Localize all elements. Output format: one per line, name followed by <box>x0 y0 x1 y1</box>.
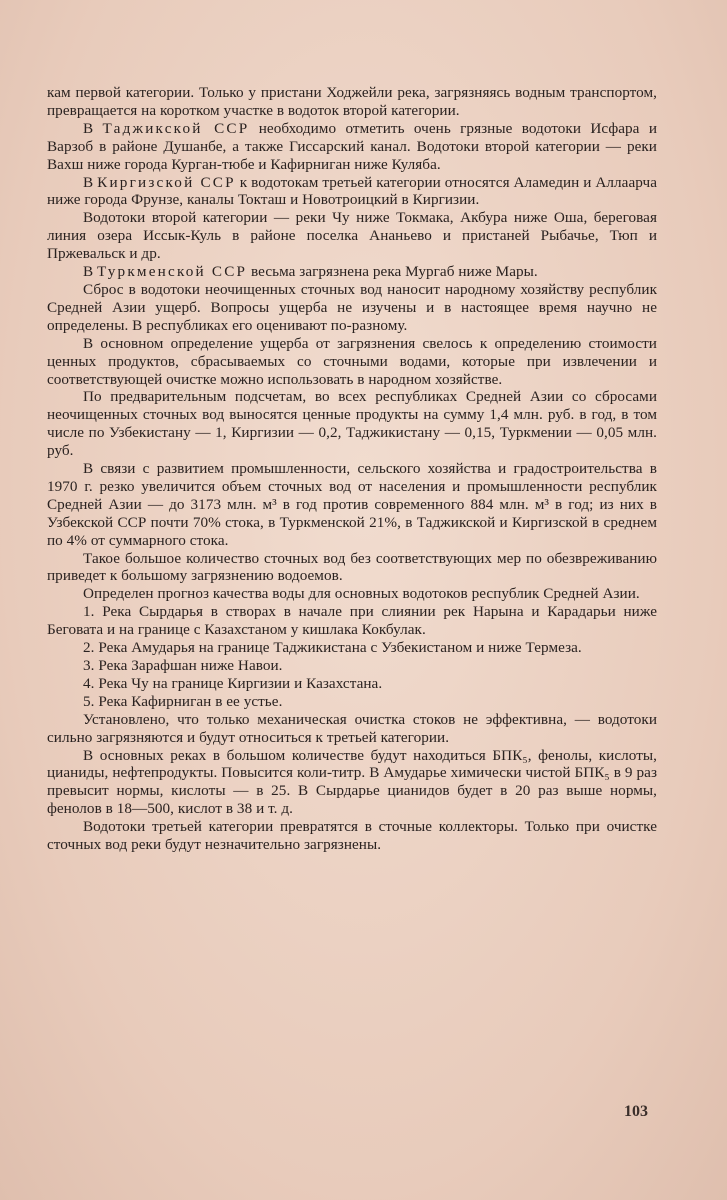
text-run: кам первой категории. Только у пристани Ходжейли река, загрязняясь водным транспортом, превращается на коротком участке в водоток второй категории. <box>47 84 657 119</box>
text-run: к водотокам третьей категории относятся Аламедин и Аллаарча ниже города Фрунзе, каналы Токташ и Новотроицкий в Киргизии. <box>47 173 658 209</box>
text-run: 3. Река Зарафшан ниже Навои. <box>83 657 283 674</box>
body-text <box>47 84 657 854</box>
text-run: Установлено, что только механическая очистка стоков не эффективна, — водотоки сильно загрязняются и будут относиться к третьей категории. <box>47 710 657 746</box>
text-run: В основном определение ущерба от загрязнения свелось к определению стоимости ценных продуктов, сбрасываемых со сточными водами, которые при извлечении и соответствующей очистке можно использовать в народном хозяйстве. <box>47 334 657 388</box>
text-run: 2. Река Амударья на границе Таджикистана с Узбекистаном и ниже Термеза. <box>83 639 582 657</box>
paragraph <box>47 460 657 550</box>
paragraph <box>47 550 657 586</box>
paragraph <box>47 120 657 174</box>
paragraph <box>47 281 657 335</box>
spaced-republic-name: Киргизской ССР <box>97 173 236 191</box>
text-run: По предварительным подсчетам, во всех республиках Средней Азии со сбросами неочищенных сточных вод выносятся ценные продукты на сумму 1,4 млн. руб. в год, в том числе по Узбекистану — 1, Киргизии — 0,2, Таджикистану — 0,15, Туркмении — 0,05 млн. руб. <box>47 388 657 460</box>
paragraph <box>47 174 657 210</box>
text-run: В <box>83 119 103 137</box>
text-run: весьма загрязнена река Мургаб ниже Мары. <box>247 263 538 281</box>
paragraph <box>47 388 657 460</box>
paragraph <box>47 675 657 693</box>
text-run: необходимо отметить очень грязные водотоки Исфара и Варзоб в районе Душанбе, а также Гиссарский канал. Водотоки второй категории — реки Вахш ниже города Курган-тюбе и Кафирниган ниже Куляба. <box>47 119 657 173</box>
text-run: Водотоки второй категории — реки Чу ниже Токмака, Акбура ниже Оша, береговая линия озера Иссык-Куль в районе поселка Ананьево и пристаней Рыбачье, Тюп и Пржевальск и др. <box>47 209 657 263</box>
paragraph <box>47 693 657 711</box>
text-run: Сброс в водотоки неочищенных сточных вод наносит народному хозяйству республик Средней Азии ущерб. Вопросы ущерба не изучены и в настоящее время научно не определены. В республиках его оценивают по-разному. <box>47 280 657 334</box>
paragraph <box>47 263 657 281</box>
paragraph <box>47 657 657 675</box>
paragraph <box>47 84 657 120</box>
paragraph <box>47 747 657 819</box>
text-run: Такое большое количество сточных вод без соответствующих мер по обезвреживанию приведет к большому загрязнению водоемов. <box>47 549 657 585</box>
text-run: 4. Река Чу на границе Киргизии и Казахстана. <box>83 674 383 692</box>
paragraph <box>47 585 657 603</box>
spaced-republic-name: Туркменской ССР <box>97 263 248 281</box>
spaced-republic-name: Таджикской ССР <box>102 119 250 137</box>
text-run: В <box>83 263 98 281</box>
paragraph <box>47 711 657 747</box>
paragraph <box>47 818 657 854</box>
paragraph <box>47 603 657 639</box>
page-number: 103 <box>624 1103 648 1120</box>
paragraph <box>47 639 657 657</box>
text-run: 1. Река Сырдарья в створах в начале при слиянии рек Нарына и Карадарьи ниже Беговата и на границе с Казахстаном у кишлака Кокбулак. <box>47 603 657 639</box>
paragraph <box>47 335 657 389</box>
paragraph <box>47 209 657 263</box>
text-run: Определен прогноз качества воды для основных водотоков республик Средней Азии. <box>83 585 640 603</box>
text-run: В основных реках в большом количестве будут находиться БПК₅, фенолы, кислоты, цианиды, нефтепродукты. Повысится коли-титр. В Амударье химически чистой БПК₅ в 9 раз превысит нормы, кислоты — в 25. В Сырдарье цианидов будет в 20 раз выше нормы, фенолов в 18—500, кислот в 38 и т. д. <box>47 746 657 818</box>
text-run: В связи с развитием промышленности, сельского хозяйства и градостроительства в 1970 г. резко увеличится объем сточных вод от населения и промышленности республик Средней Азии — до 3173 млн. м³ в год против современного 884 млн. м³ в год; из них в Узбекской ССР почти 70% стока, в Туркменской 21%, в Таджикской и Киргизской в среднем по 4% от суммарного стока. <box>47 460 657 549</box>
text-run: В <box>83 173 98 191</box>
text-run: Водотоки третьей категории превратятся в сточные коллекторы. Только при очистке сточных вод реки будут незначительно загрязнены. <box>47 818 657 854</box>
text-run: 5. Река Кафирниган в ее устье. <box>83 692 283 710</box>
